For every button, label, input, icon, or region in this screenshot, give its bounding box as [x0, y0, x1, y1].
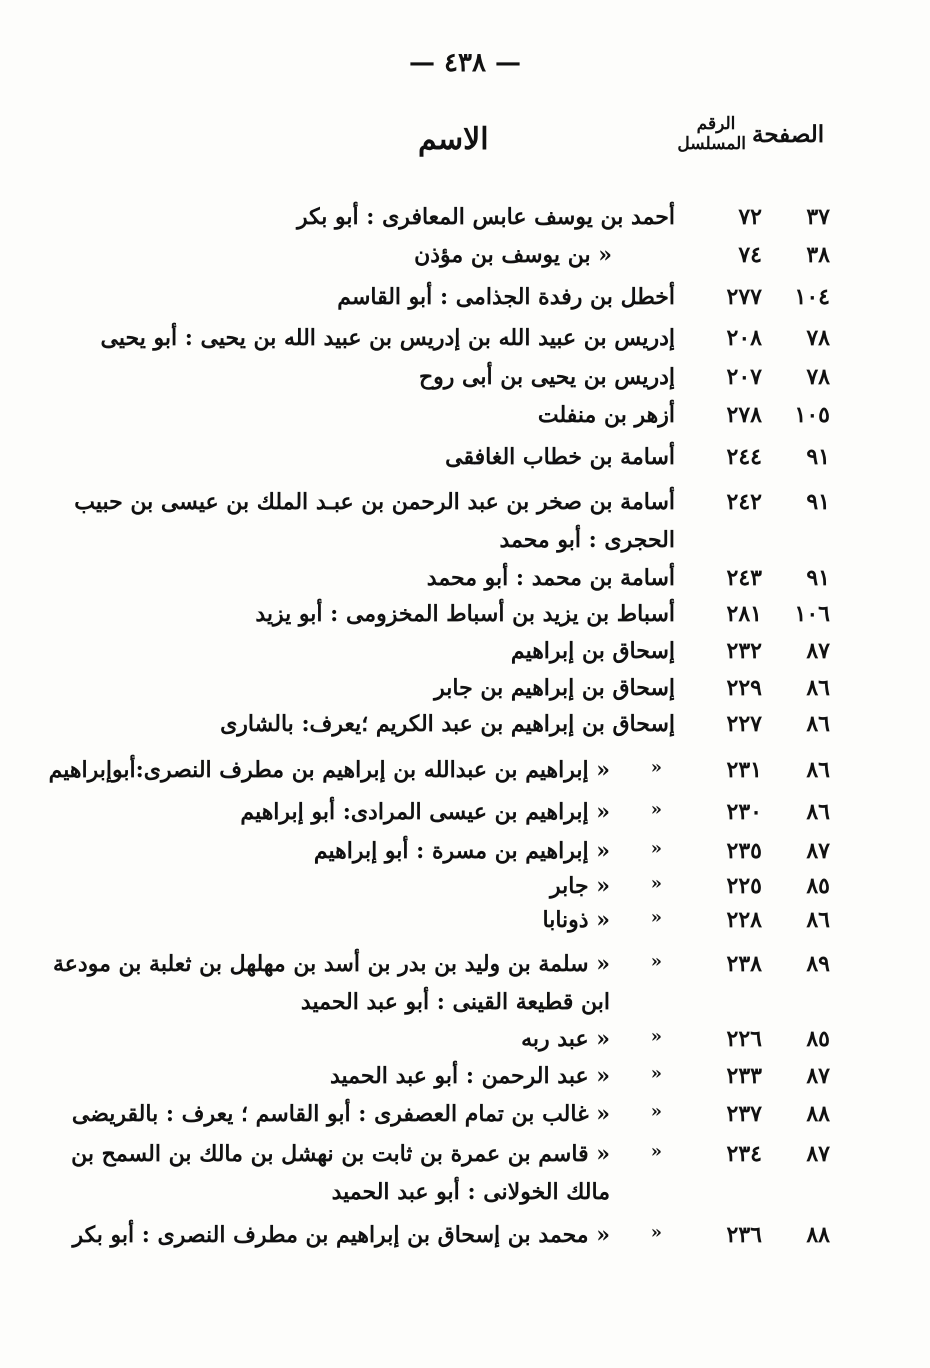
entry-serial: ٢٣١ [726, 757, 762, 783]
entry-page: ٨٦ [806, 675, 830, 701]
entry-page: ٨٩ [806, 951, 830, 977]
entry-ditto-mark: « [650, 951, 662, 972]
page-number: — ٤٣٨ — [408, 48, 522, 78]
entry-name: « جابر [550, 873, 610, 899]
entry-page: ٩١ [806, 444, 830, 470]
entry-ditto-mark: « [650, 1141, 662, 1162]
index-row [0, 204, 930, 240]
entry-serial: ٢٣٦ [726, 1222, 762, 1248]
entry-ditto-mark: « [650, 1222, 662, 1243]
entry-serial: ٢٨١ [726, 601, 762, 627]
entry-serial: ٢٢٥ [726, 873, 762, 899]
entry-name: « عبد الرحمن : أبو عبد الحميد [330, 1063, 610, 1089]
entry-page: ٨٦ [806, 799, 830, 825]
entry-ditto-mark: « [650, 838, 662, 859]
entry-name: « إبراهيم بن عبدالله بن إبراهيم بن مطرف النصرى:أبوإبراهيم [48, 757, 610, 783]
entry-page: ٨٨ [806, 1101, 830, 1127]
index-row [0, 444, 930, 480]
index-row [0, 364, 930, 400]
index-row [0, 1063, 930, 1099]
entry-name: إدريس بن يحيى بن أبى روح [418, 364, 675, 390]
entry-page: ٨٦ [806, 757, 830, 783]
entry-serial: ٢٣٢ [726, 638, 762, 664]
index-row [0, 1222, 930, 1258]
index-row [0, 799, 930, 835]
entry-page: ٨٦ [806, 907, 830, 933]
entry-name: إسحاق بن إبراهيم [510, 638, 675, 664]
entry-ditto-mark: « [650, 873, 662, 894]
entry-serial: ٢٠٧ [726, 364, 762, 390]
entry-name: إسحاق بن إبراهيم بن جابر [434, 675, 675, 701]
index-row [0, 638, 930, 674]
entry-serial: ٧٤ [738, 242, 762, 268]
entry-page: ٧٨ [806, 325, 830, 351]
index-row [0, 838, 930, 874]
index-row [0, 675, 930, 711]
entry-name: أزهر بن منفلت [537, 402, 675, 428]
entry-serial: ٢٣٧ [726, 1101, 762, 1127]
index-row [0, 242, 930, 278]
entry-name: « ذونابا [542, 907, 610, 933]
entry-page: ٣٧ [806, 204, 830, 230]
entry-serial: ٢٣٨ [726, 951, 762, 977]
entry-serial: ٢٧٨ [726, 402, 762, 428]
entry-ditto-mark: « [650, 799, 662, 820]
column-header-serial-line1: الرقم [696, 114, 736, 134]
entry-page: ١٠٤ [794, 284, 830, 310]
entry-name: أخطل بن رفدة الجذامى : أبو القاسم [337, 284, 675, 310]
index-row [0, 284, 930, 320]
entry-serial: ٢٢٧ [726, 711, 762, 737]
index-row [0, 873, 930, 909]
entry-page: ٨٧ [806, 638, 830, 664]
entry-ditto-mark: « [650, 1063, 662, 1084]
entry-serial: ٢٢٨ [726, 907, 762, 933]
index-row [0, 1026, 930, 1062]
entry-serial: ٢٣٣ [726, 1063, 762, 1089]
entry-name-continuation: ابن قطيعة القينى : أبو عبد الحميد [300, 989, 610, 1015]
column-header-name: الاسم [418, 122, 489, 157]
entry-page: ٩١ [806, 489, 830, 515]
index-row [0, 601, 930, 637]
entry-serial: ٢٢٦ [726, 1026, 762, 1052]
index-row [0, 907, 930, 943]
entry-page: ٧٨ [806, 364, 830, 390]
entry-serial: ٢٤٤ [726, 444, 762, 470]
entry-page: ٨٧ [806, 838, 830, 864]
entry-page: ١٠٥ [794, 402, 830, 428]
entry-page: ١٠٦ [794, 601, 830, 627]
entry-ditto-mark: « [650, 907, 662, 928]
index-row [0, 402, 930, 438]
entry-page: ٨٧ [806, 1141, 830, 1167]
index-row [0, 565, 930, 601]
entry-ditto-mark: « [650, 1026, 662, 1047]
entry-name: « إبراهيم بن مسرة : أبو إبراهيم [313, 838, 610, 864]
entry-ditto-mark: « [650, 757, 662, 778]
entry-serial: ٧٢ [738, 204, 762, 230]
index-row [0, 325, 930, 361]
index-row [0, 711, 930, 747]
entry-page: ٨٥ [806, 873, 830, 899]
entry-name: إسحاق بن إبراهيم بن عبد الكريم ؛يعرف: بالشارى [220, 711, 675, 737]
entry-name: أسباط بن يزيد بن أسباط المخزومى : أبو يزيد [255, 601, 675, 627]
index-row [0, 1141, 930, 1205]
entry-name: أحمد بن يوسف عابس المعافرى : أبو بكر [296, 204, 675, 230]
entry-serial: ٢٤٢ [726, 489, 762, 515]
entry-serial: ٢٣٥ [726, 838, 762, 864]
entry-page: ٨٨ [806, 1222, 830, 1248]
entry-name-continuation: مالك الخولانى : أبو عبد الحميد [331, 1179, 610, 1205]
column-header-page: الصفحة [752, 121, 825, 148]
entry-page: ٩١ [806, 565, 830, 591]
entry-serial: ٢٠٨ [726, 325, 762, 351]
entry-name: أسامة بن صخر بن عبد الرحمن بن عبـد الملك بن عيسى بن حبيب [74, 489, 675, 515]
entry-serial: ٢٢٩ [726, 675, 762, 701]
index-row [0, 489, 930, 553]
entry-name: « قاسم بن عمرة بن ثابت بن نهشل بن مالك بن السمح بن [71, 1141, 610, 1167]
entry-ditto-mark: « [650, 1101, 662, 1122]
column-header-serial-line2: المسلسل [677, 134, 746, 154]
entry-serial: ٢٣٠ [726, 799, 762, 825]
entry-name: أسامة بن محمد : أبو محمد [426, 565, 675, 591]
entry-name: « محمد بن إسحاق بن إبراهيم بن مطرف النصرى : أبو بكر [72, 1222, 610, 1248]
entry-serial: ٢٧٧ [726, 284, 762, 310]
entry-serial: ٢٣٤ [726, 1141, 762, 1167]
entry-name: « إبراهيم بن عيسى المرادى: أبو إبراهيم [240, 799, 610, 825]
entry-name: « سلمة بن وليد بن بدر بن أسد بن مهلهل بن ثعلبة بن مودعة [52, 951, 610, 977]
entry-page: ٣٨ [806, 242, 830, 268]
entry-page: ٨٧ [806, 1063, 830, 1089]
entry-page: ٨٦ [806, 711, 830, 737]
entry-name: أسامة بن خطاب الغافقى [445, 444, 675, 470]
entry-page: ٨٥ [806, 1026, 830, 1052]
index-row [0, 1101, 930, 1137]
entry-name-continuation: الحجرى : أبو محمد [499, 527, 675, 553]
entry-name: « غالب بن تمام العصفرى : أبو القاسم ؛ يعرف : بالقريضى [71, 1101, 610, 1127]
entry-name: « عبد ربه [521, 1026, 610, 1052]
index-row [0, 757, 930, 793]
entry-serial: ٢٤٣ [726, 565, 762, 591]
index-row [0, 951, 930, 1015]
entry-name: إدريس بن عبيد الله بن إدريس بن عبيد الله بن يحيى : أبو يحيى [100, 325, 675, 351]
entry-name: « بن يوسف بن مؤذن [414, 242, 612, 268]
